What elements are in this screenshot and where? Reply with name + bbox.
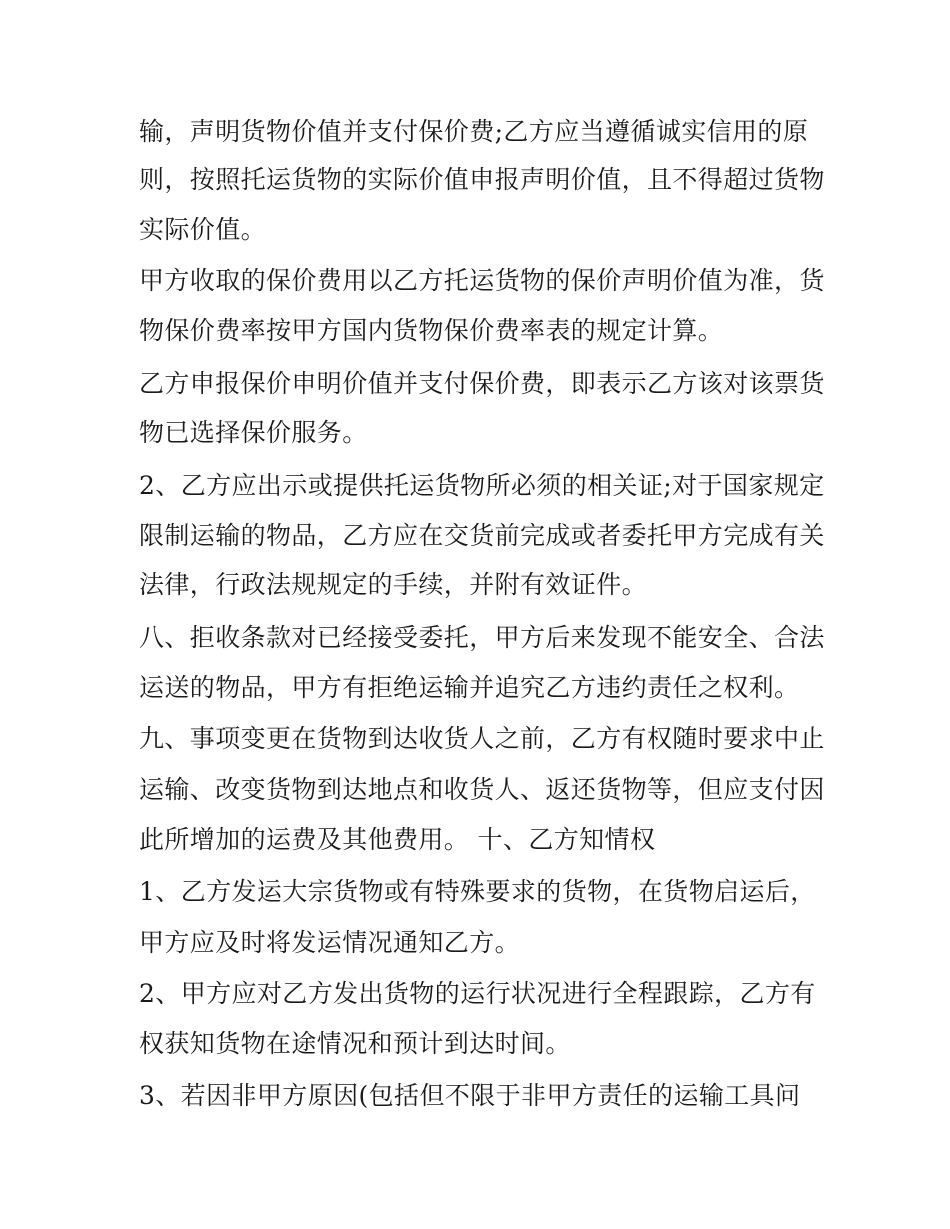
text-line-2: 则，按照托运货物的实际价值申报声明价值，且不得超过货物: [139, 165, 825, 194]
text-line-20: 3、若因非甲方原因(包括但不限于非甲方责任的运输工具问: [139, 1081, 801, 1110]
text-line-12: 运送的物品，甲方有拒绝运输并追究乙方违约责任之权利。: [139, 673, 800, 702]
text-line-8: 2、乙方应出示或提供托运货物所必须的相关证;对于国家规定: [139, 471, 825, 500]
text-line-17: 甲方应及时将发运情况通知乙方。: [139, 928, 521, 957]
text-line-11: 八、拒收条款对已经接受委托，甲方后来发现不能安全、合法: [139, 623, 825, 652]
text-line-9: 限制运输的物品，乙方应在交货前完成或者委托甲方完成有关: [139, 521, 825, 550]
text-line-19: 权获知货物在途情况和预计到达时间。: [139, 1029, 571, 1058]
text-line-10: 法律，行政法规规定的手续，并附有效证件。: [139, 570, 648, 599]
text-line-13: 九、事项变更在货物到达收货人之前，乙方有权随时要求中止: [139, 724, 825, 753]
text-line-16: 1、乙方发运大宗货物或有特殊要求的货物，在货物启运后，: [139, 877, 816, 906]
text-line-6: 乙方申报保价申明价值并支付保价费，即表示乙方该对该票货: [139, 369, 825, 398]
text-line-5: 物保价费率按甲方国内货物保价费率表的规定计算。: [139, 316, 724, 345]
text-line-4: 甲方收取的保价费用以乙方托运货物的保价声明价值为准，货: [139, 266, 825, 295]
text-line-1: 输，声明货物价值并支付保价费;乙方应当遵循诚实信用的原: [139, 117, 809, 146]
text-line-14: 运输、改变货物到达地点和收货人、返还货物等，但应支付因: [139, 775, 825, 804]
text-line-18: 2、甲方应对乙方发出货物的运行状况进行全程跟踪，乙方有: [139, 979, 816, 1008]
text-line-7: 物已选择保价服务。: [139, 418, 368, 447]
text-line-15: 此所增加的运费及其他费用。 十、乙方知情权: [139, 825, 656, 854]
text-line-3: 实际价值。: [139, 215, 267, 244]
